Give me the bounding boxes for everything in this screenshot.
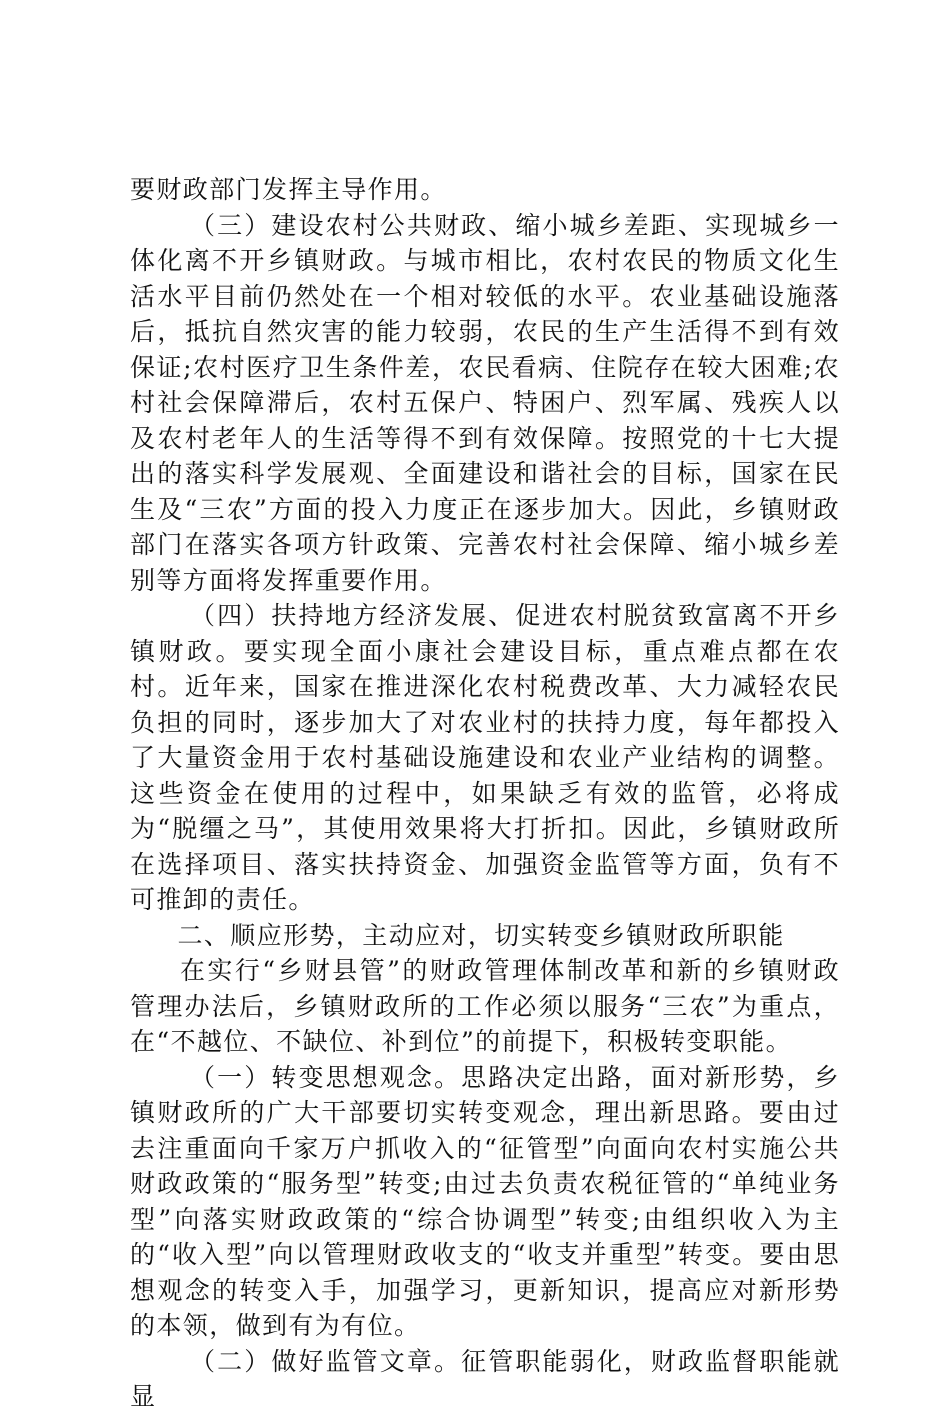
paragraph-continuation: 要财政部门发挥主导作用。 [130, 175, 447, 204]
paragraph-intro: 在实行“乡财县管”的财政管理体制改革和新的乡镇财政管理办法后，乡镇财政所的工作必须以服务“三农”为重点，在“不越位、不缺位、补到位”的前提下，积极转变职能。 [130, 956, 840, 1056]
paragraph-subsection-two: （二）做好监管文章。征管职能弱化，财政监督职能就显 [130, 1346, 840, 1411]
paragraph-subsection-one: （一）转变思想观念。思路决定出路，面对新形势，乡镇财政所的广大干部要切实转变观念，理出新思路。要由过去注重面向千家万户抓收入的“征管型”向面向农村实施公共财政政策的“服务型”转变;由过去负责农税征管的“单纯业务型”向落实财政政策的“综合协调型”转变;由组织收入为主的“收入型”向以管理财政收支的“收支并重型”转变。要由思想观念的转变入手，加强学习，更新知识，提高应对新形势的本领，做到有为有位。 [130, 1062, 840, 1340]
document-body [130, 172, 840, 1415]
paragraph-section-four: （四）扶持地方经济发展、促进农村脱贫致富离不开乡镇财政。要实现全面小康社会建设目标，重点难点都在农村。近年来，国家在推进深化农村税费改革、大力减轻农民负担的同时，逐步加大了对农业村的扶持力度，每年都投入了大量资金用于农村基础设施建设和农业产业结构的调整。这些资金在使用的过程中，如果缺乏有效的监管，必将成为“脱缰之马”，其使用效果将大打折扣。因此，乡镇财政所在选择项目、落实扶持资金、加强资金监管等方面，负有不可推卸的责任。 [130, 601, 840, 914]
section-heading-two: 二、顺应形势，主动应对，切实转变乡镇财政所职能 [177, 920, 785, 950]
paragraph-section-three: （三）建设农村公共财政、缩小城乡差距、实现城乡一体化离不开乡镇财政。与城市相比，农村农民的物质文化生活水平目前仍然处在一个相对较低的水平。农业基础设施落后，抵抗自然灾害的能力较弱，农民的生产生活得不到有效保证;农村医疗卫生条件差，农民看病、住院存在较大困难;农村社会保障滞后，农村五保户、特困户、烈军属、残疾人以及农村老年人的生活等得不到有效保障。按照党的十七大提出的落实科学发展观、全面建设和谐社会的目标，国家在民生及“三农”方面的投入力度正在逐步加大。因此，乡镇财政部门在落实各项方针政策、完善农村社会保障、缩小城乡差别等方面将发挥重要作用。 [130, 210, 840, 595]
